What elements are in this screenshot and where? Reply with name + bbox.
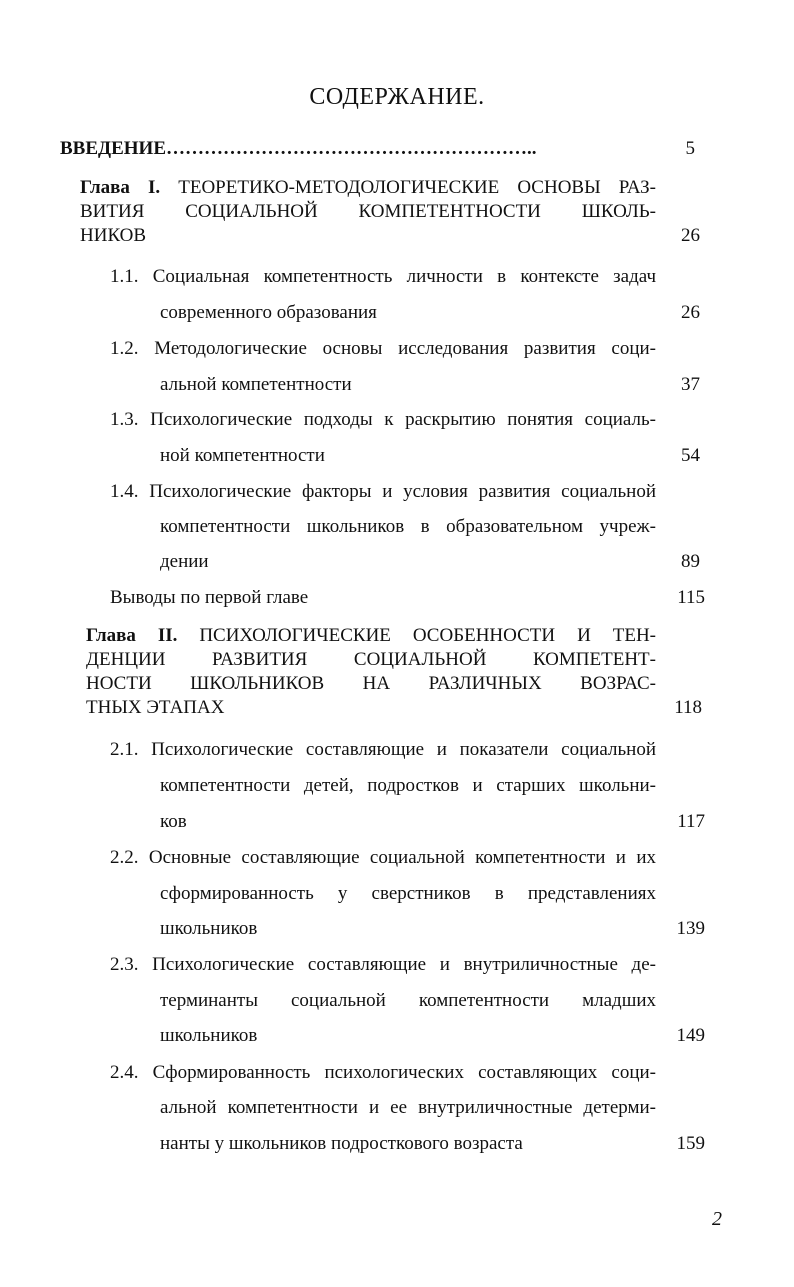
toc-chapter2-line1 xyxy=(86,624,656,648)
toc-intro-label: ВВЕДЕНИЕ xyxy=(60,138,166,159)
toc-s1-1-line2: современного образования xyxy=(160,302,377,323)
toc-s2-4-line3: нанты у школьников подросткового возраста xyxy=(160,1133,523,1154)
toc-conclusions1: Выводы по первой главе xyxy=(110,587,309,608)
toc-chapter1-line2: ВИТИЯ СОЦИАЛЬНОЙ КОМПЕТЕНТНОСТИ ШКОЛЬ- xyxy=(80,201,656,222)
toc-s2-3-page: 149 xyxy=(676,1025,705,1046)
toc-chapter1-line1 xyxy=(80,176,656,200)
toc-s1-4-page: 89 xyxy=(681,551,700,572)
page-number: 2 xyxy=(712,1208,722,1230)
toc-chapter2-lead: Глава II. xyxy=(86,625,178,646)
toc-s1-1-line1: 1.1. Социальная компетентность личности в контексте задач xyxy=(110,266,656,287)
toc-chapter1-text1: ТЕОРЕТИКО-МЕТОДОЛОГИЧЕСКИЕ ОСНОВЫ РАЗ- xyxy=(178,177,657,198)
toc-s2-3-line3: школьников xyxy=(160,1025,258,1046)
toc-chapter1-line3: НИКОВ xyxy=(80,225,147,246)
toc-chapter2-line3: НОСТИ ШКОЛЬНИКОВ НА РАЗЛИЧНЫХ ВОЗРАС- xyxy=(86,673,656,694)
toc-chapter2-line4: ТНЫХ ЭТАПАХ xyxy=(86,697,225,718)
toc-s2-1-line3: ков xyxy=(160,811,187,832)
toc-s1-3-line2: ной компетентности xyxy=(160,445,325,466)
toc-s2-2-page: 139 xyxy=(676,918,705,939)
toc-s2-3-line2: терминанты социальной компетентности младших xyxy=(160,990,656,1011)
toc-s2-4-line2: альной компетентности и ее внутриличностные детерми- xyxy=(160,1097,656,1118)
toc-chapter2-text1: ПСИХОЛОГИЧЕСКИЕ ОСОБЕННОСТИ И ТЕН- xyxy=(199,625,656,646)
toc-s1-4-line3: дении xyxy=(160,551,209,572)
toc-chapter2-page: 118 xyxy=(674,697,702,718)
toc-s1-2-line1: 1.2. Методологические основы исследования развития соци- xyxy=(110,338,656,359)
toc-s1-3-line1: 1.3. Психологические подходы к раскрытию понятия социаль- xyxy=(110,409,656,430)
toc-s1-2-page: 37 xyxy=(681,374,700,395)
toc-s1-4-line1: 1.4. Психологические факторы и условия развития социальной xyxy=(110,481,656,502)
toc-chapter1-lead: Глава I. xyxy=(80,177,161,198)
toc-s1-3-page: 54 xyxy=(681,445,700,466)
toc-s2-3-line1: 2.3. Психологические составляющие и внутриличностные де- xyxy=(110,954,656,975)
toc-s2-2-line1: 2.2. Основные составляющие социальной компетентности и их xyxy=(110,847,656,868)
toc-s2-1-line2: компетентности детей, подростков и старших школьни- xyxy=(160,775,656,796)
page-title: СОДЕРЖАНИЕ. xyxy=(309,84,485,110)
toc-s2-1-line1: 2.1. Психологические составляющие и показатели социальной xyxy=(110,739,656,760)
toc-intro xyxy=(60,137,537,161)
toc-s1-1-page: 26 xyxy=(681,302,700,323)
toc-intro-page: 5 xyxy=(685,138,695,159)
toc-chapter2-line2: ДЕНЦИИ РАЗВИТИЯ СОЦИАЛЬНОЙ КОМПЕТЕНТ- xyxy=(86,649,656,670)
toc-s1-2-line2: альной компетентности xyxy=(160,374,352,395)
toc-s2-2-line3: школьников xyxy=(160,918,258,939)
toc-conclusions1-page: 115 xyxy=(677,587,705,608)
toc-s2-2-line2: сформированность у сверстников в представлениях xyxy=(160,883,656,904)
toc-chapter1-page: 26 xyxy=(681,225,700,246)
toc-s2-1-page: 117 xyxy=(677,811,705,832)
toc-s2-4-line1: 2.4. Сформированность психологических составляющих соци- xyxy=(110,1062,656,1083)
toc-s1-4-line2: компетентности школьников в образовательном учреж- xyxy=(160,516,656,537)
toc-intro-dots: ………………………………………………….. xyxy=(166,138,537,159)
toc-s2-4-page: 159 xyxy=(676,1133,705,1154)
